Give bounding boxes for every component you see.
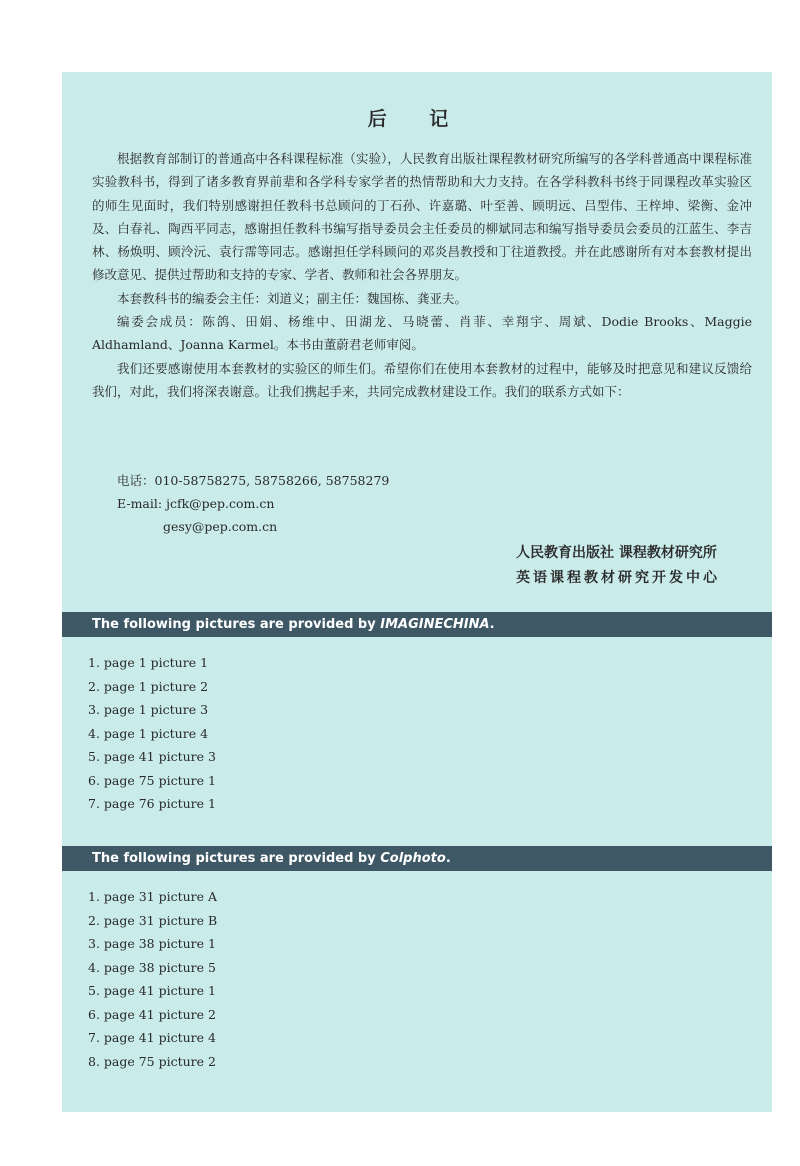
page-panel [62,72,772,1112]
list-item: 4. page 38 picture 5 [88,959,216,975]
page-title: 后 记 [367,108,467,130]
contact-email-1: E-mail: jcfk@pep.com.cn [117,496,275,511]
list-item: 2. page 1 picture 2 [88,678,209,694]
paragraph-editors: 本套教科书的编委会主任：刘道义；副主任：魏国栋、龚亚夫。 [117,290,468,306]
list-item: 7. page 76 picture 1 [88,796,216,811]
section-header-imaginechina [62,612,772,637]
list-item: 6. page 41 picture 2 [88,1006,216,1022]
list-item: 1. page 1 picture 1 [88,655,209,670]
publisher-line-2: 英语课程教材研究开发中心 [516,570,720,586]
section-header-prefix: The following pictures are provided by [92,617,381,632]
section-header-source: Colphoto [380,851,446,866]
publisher-line-1: 人民教育出版社 课程教材研究所 [516,545,717,561]
list-item: 3. page 1 picture 3 [88,702,209,717]
list-item: 7. page 41 picture 4 [88,1030,216,1045]
list-item: 6. page 75 picture 1 [88,772,216,788]
section-header-prefix: The following pictures are provided by [92,851,381,866]
list-item: 8. page 75 picture 2 [88,1053,216,1069]
list-item: 5. page 41 picture 3 [88,749,216,764]
section-header-colphoto [62,846,772,871]
picture-list-imaginechina [88,651,216,816]
contact-info [117,469,389,538]
list-item: 1. page 31 picture A [88,889,218,904]
list-item: 3. page 38 picture 1 [88,936,216,951]
paragraph-thanks: 根据教育部制订的普通高中各科课程标准（实验），人民教育出版社课程教材研究所编写的各学科普通高中课程标准实验教科书，得到了诸多教育界前辈和各学科专家学者的热情帮助和大力支持。在各学科教科书终于同课程改革实验区的师生见面时，我们特别感谢担任教科书总顾问的丁石孙、许嘉璐、叶至善、顾明远、吕型伟、王梓坤、梁衡、金冲及、白春礼、陶西平同志，感谢担任教科书编写指导委员会主任委员的柳斌同志和编写指导委员会委员的江蓝生、李吉林、杨焕明、顾泠沅、袁行霈等同志。感谢担任学科顾问的邓炎昌教授和丁往道教授。并在此感谢所有对本套教材提出修改意见、提供过帮助和支持的专家、学者、教师和社会各界朋友。 [92,151,752,283]
paragraph-members: 编委会成员：陈鸽、田娟、杨维中、田湖龙、马晓蕾、肖菲、幸翔宇、周斌、Dodie Brooks、Maggie Aldhamland、Joanna Karmel。本书由董蔚君老师审阅。 [92,314,752,353]
paragraph-feedback: 我们还要感谢使用本套教材的实验区的师生们。希望你们在使用本套教材的过程中，能够及时把意见和建议反馈给我们，对此，我们将深表谢意。让我们携起手来，共同完成教材建设工作。我们的联系方式如下： [92,360,752,399]
list-item: 2. page 31 picture B [88,912,218,928]
list-item: 5. page 41 picture 1 [88,983,216,998]
contact-phone: 电话：010-58758275, 58758266, 58758279 [117,473,390,488]
publisher-signature [516,541,720,591]
afterword-body [92,147,752,403]
section-header-suffix: . [445,851,451,866]
contact-email-2: gesy@pep.com.cn [163,519,278,534]
section-header-suffix: . [489,617,495,632]
list-item: 4. page 1 picture 4 [88,725,209,741]
picture-list-colphoto [88,885,217,1073]
section-header-source: IMAGINECHINA [380,617,490,632]
